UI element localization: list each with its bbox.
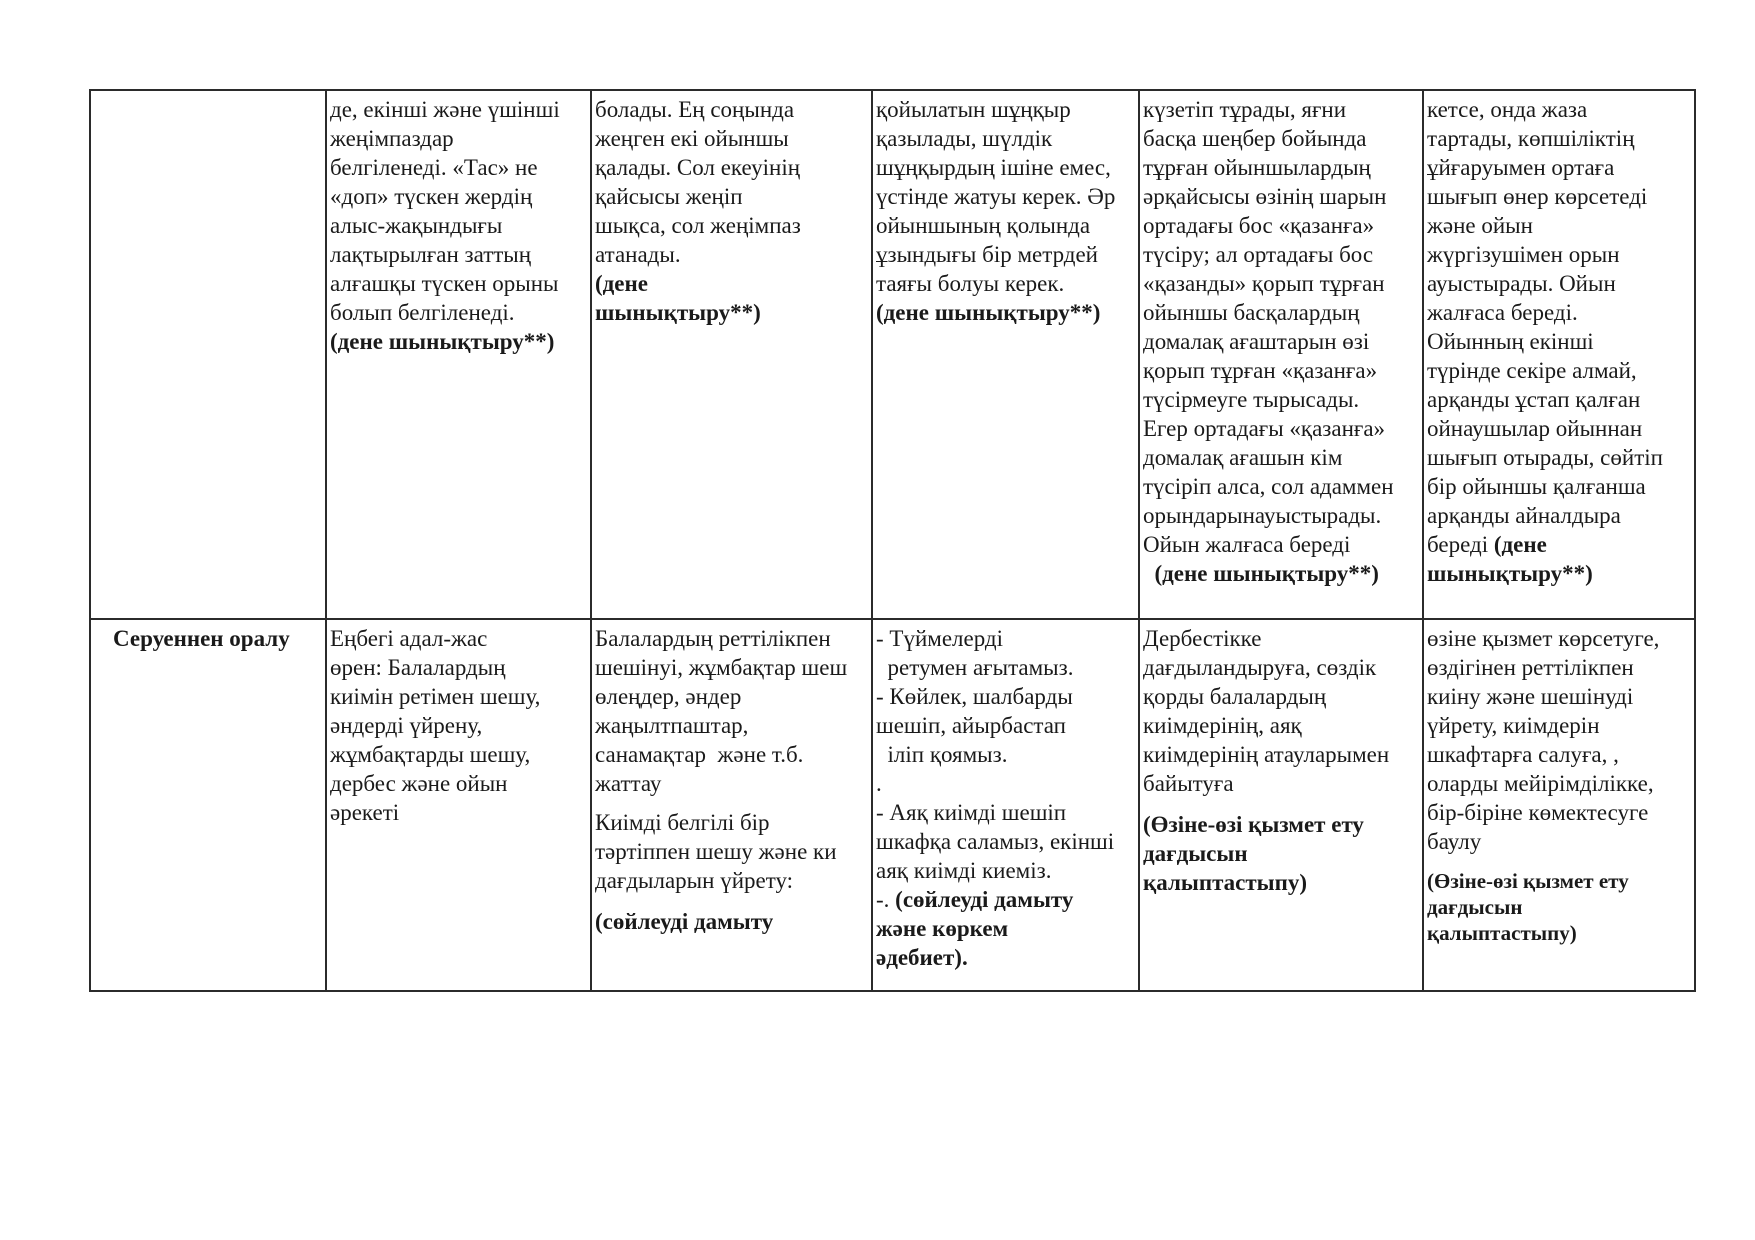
cell-text-line: киімдерінің атауларымен <box>1143 742 1390 767</box>
cell-text-line: шкафқа саламыз, екінші <box>876 829 1115 854</box>
cell-text-line: береді <box>1427 532 1494 557</box>
cell-text-bold: (дене <box>1493 532 1547 557</box>
cell-text-line: домалақ ағашын кім <box>1143 445 1343 470</box>
cell-text-line: Киімді белгілі бір <box>595 810 770 835</box>
cell-text-line: ортадағы бос «қазанға» <box>1143 213 1375 238</box>
cell-text-line: шкафтарға салуға, , <box>1427 742 1619 767</box>
cell-text-line: (дене шынықтыру**) <box>876 300 1101 325</box>
cell-text-line: Еңбегі адал-жас <box>330 626 488 651</box>
cell-text-line: шынықтыру**) <box>595 300 761 325</box>
cell-text-line: ауыстырады. Ойын <box>1427 271 1616 296</box>
cell-text-line: - Көйлек, шалбарды <box>876 684 1073 709</box>
cell-text-line: «қазанды» қорып тұрған <box>1143 271 1385 296</box>
cell-text-line: (дене шынықтыру**) <box>330 329 555 354</box>
cell-text-line: әдебиет). <box>876 945 968 970</box>
cell-text-line: қайсысы жеңіп <box>595 184 743 209</box>
cell-text-line: қойылатын шұңқыр <box>876 97 1071 122</box>
cell-text-line: шұңқырдың ішіне емес, <box>876 155 1111 180</box>
table-cell <box>1423 619 1695 991</box>
cell-text-line: өздігінен реттілікпен <box>1427 655 1634 680</box>
cell-text-line: және ойын <box>1427 213 1533 238</box>
cell-text-line: арқанды ұстап қалған <box>1427 387 1641 412</box>
cell-text-line: киімдерінің, аяқ <box>1143 713 1302 738</box>
cell-text-line: өрен: Балалардың <box>330 655 506 680</box>
cell-text-line: жүргізушімен орын <box>1427 242 1620 267</box>
table-cell <box>591 619 872 991</box>
cell-text-line: Ойын жалғаса береді <box>1143 532 1351 557</box>
table-cell <box>326 619 591 991</box>
cell-text-line: - Аяқ киімді шешіп <box>876 800 1067 825</box>
cell-text-line: ұйғаруымен ортаға <box>1427 155 1615 180</box>
table-cell <box>1423 90 1695 619</box>
table-cell <box>591 90 872 619</box>
cell-text-line: әрқайсысы өзінің шарын <box>1143 184 1387 209</box>
cell-text-line: Балалардың реттілікпен <box>595 626 831 651</box>
cell-text-line: ұзындығы бір метрдей <box>876 242 1098 267</box>
cell-text-line: қалыптастыпу) <box>1143 870 1308 895</box>
cell-text-line: ойыншы басқалардың <box>1143 300 1360 325</box>
cell-text-line: жаттау <box>595 771 662 796</box>
cell-text-line: бір ойыншы қалғанша <box>1427 474 1646 499</box>
cell-text-line: Егер ортадағы «қазанға» <box>1143 416 1386 441</box>
cell-text-line: киіну және шешінуді <box>1427 684 1634 709</box>
cell-text-line: (Өзіне-өзі қызмет ету <box>1143 812 1364 837</box>
table-cell <box>1139 90 1423 619</box>
cell-text-line: болады. Ең соңында <box>595 97 795 122</box>
cell-text-line: әндерді үйрену, <box>330 713 483 738</box>
cell-text-line: атанады. <box>595 242 681 267</box>
cell-text-line: баулу <box>1427 829 1482 854</box>
cell-text-line: дербес және ойын <box>330 771 508 796</box>
table-cell <box>872 619 1139 991</box>
cell-text-line: болып белгіленеді. <box>330 300 515 325</box>
cell-text-line: кетсе, онда жаза <box>1427 97 1588 122</box>
cell-text-line: түрінде секіре алмай, <box>1427 358 1637 383</box>
cell-text-line: түсірмеуге тырысады. <box>1143 387 1360 412</box>
cell-text-line: шешіп, айырбастап <box>876 713 1066 738</box>
cell-text-line: шынықтыру**) <box>1427 561 1593 586</box>
cell-text-line: тартады, көпшіліктің <box>1427 126 1635 151</box>
cell-text-line: алыс-жақындығы <box>330 213 503 238</box>
cell-text-line: Дербестікке <box>1143 626 1262 651</box>
cell-text-line: дағдысын <box>1143 841 1248 866</box>
cell-text-line: үйрету, киімдерін <box>1427 713 1600 738</box>
cell-text-line: арқанды айналдыра <box>1427 503 1621 528</box>
cell-text-line: және көркем <box>876 916 1009 941</box>
cell-text-line: қазылады, шүлдік <box>876 126 1053 151</box>
cell-text-line: түсіру; ал ортадағы бос <box>1143 242 1374 267</box>
cell-text-line: жаңылтпаштар, <box>595 713 749 738</box>
table-cell <box>1139 619 1423 991</box>
table-cell <box>326 90 591 619</box>
cell-text-line: шығып өнер көрсетеді <box>1427 184 1648 209</box>
cell-text-line: қорды балалардың <box>1143 684 1327 709</box>
cell-text-line: өлеңдер, әндер <box>595 684 742 709</box>
cell-text-line: аяқ киімді киеміз. <box>876 858 1052 883</box>
cell-text-line: шықса, сол жеңімпаз <box>595 213 801 238</box>
cell-text-line: іліп қоямыз. <box>876 742 1008 767</box>
cell-text-line: қалады. Сол екеуінің <box>595 155 801 180</box>
cell-text-line: әрекеті <box>330 800 400 825</box>
table-row <box>90 90 1695 619</box>
cell-text-line: ойыншының қолында <box>876 213 1091 238</box>
table-row <box>90 619 1695 991</box>
cell-text-line: қорып тұрған «қазанға» <box>1143 358 1378 383</box>
cell-text-line: орындарынауыстырады. <box>1143 503 1382 528</box>
cell-text-line: күзетіп тұрады, яғни <box>1143 97 1347 122</box>
row-label-cell <box>90 619 326 991</box>
row-label-cell <box>90 90 326 619</box>
cell-text-line: белгіленеді. «Тас» не <box>330 155 538 180</box>
cell-text-line: басқа шеңбер бойында <box>1143 126 1367 151</box>
cell-text-line: Ойынның екінші <box>1427 329 1594 354</box>
cell-text-line: жеңімпаздар <box>330 126 454 151</box>
cell-text-line: байытуға <box>1143 771 1234 796</box>
cell-text-line: киімін ретімен шешу, <box>330 684 541 709</box>
cell-text-line: жеңген екі ойыншы <box>595 126 789 151</box>
cell-text-line <box>1427 530 1692 559</box>
row-label: Серуеннен оралу <box>113 626 290 651</box>
cell-text-line: (Өзіне-өзі қызмет ету <box>1427 869 1629 893</box>
cell-text-line: (дене шынықтыру**) <box>1143 561 1379 586</box>
cell-text-line: жұмбақтарды шешу, <box>330 742 531 767</box>
cell-text-line: шешінуі, жұмбақтар шеш <box>595 655 848 680</box>
cell-text-line: бір-біріне көмектесуге <box>1427 800 1649 825</box>
cell-text-line: шығып отырады, сөйтіп <box>1427 445 1663 470</box>
cell-text-line: - Түймелерді <box>876 626 1004 651</box>
cell-text-line: алғашқы түскен орыны <box>330 271 559 296</box>
cell-text-line: де, екінші және үшінші <box>330 97 560 122</box>
cell-text-line: . <box>876 771 882 796</box>
cell-text-line: дағдысын <box>1427 895 1523 919</box>
cell-text-line: ретумен ағытамыз. <box>876 655 1074 680</box>
cell-text-line: (дене <box>595 271 648 296</box>
cell-text-line: тұрған ойыншылардың <box>1143 155 1371 180</box>
cell-text-line: қалыптастыпу) <box>1427 921 1577 945</box>
cell-text-line: ойнаушылар ойыннан <box>1427 416 1643 441</box>
cell-text-line: оларды мейірімділікке, <box>1427 771 1654 796</box>
cell-text-line: тәртіппен шешу және ки <box>595 839 837 864</box>
cell-text-line: дағдыландыруға, сөздік <box>1143 655 1377 680</box>
cell-text-line: түсіріп алса, сол адаммен <box>1143 474 1394 499</box>
table-cell <box>872 90 1139 619</box>
cell-text-line: өзіне қызмет көрсетуге, <box>1427 626 1660 651</box>
cell-text-line: домалақ ағаштарын өзі <box>1143 329 1370 354</box>
cell-text-bold: (сөйлеуді дамыту <box>895 887 1074 912</box>
cell-text-line <box>876 885 1136 914</box>
cell-text-line: -. <box>876 887 896 912</box>
cell-text-line: (сөйлеуді дамыту <box>595 909 774 934</box>
cell-text-line: санамақтар және т.б. <box>595 742 804 767</box>
cell-text-line: таяғы болуы керек. <box>876 271 1065 296</box>
cell-text-line: лақтырылған заттың <box>330 242 532 267</box>
cell-text-line: дағдыларын үйрету: <box>595 868 794 893</box>
cell-text-line: үстінде жатуы керек. Әр <box>876 184 1116 209</box>
cell-text-line: «доп» түскен жердің <box>330 184 533 209</box>
cell-text-line: жалғаса береді. <box>1427 300 1578 325</box>
schedule-table <box>89 89 1696 992</box>
